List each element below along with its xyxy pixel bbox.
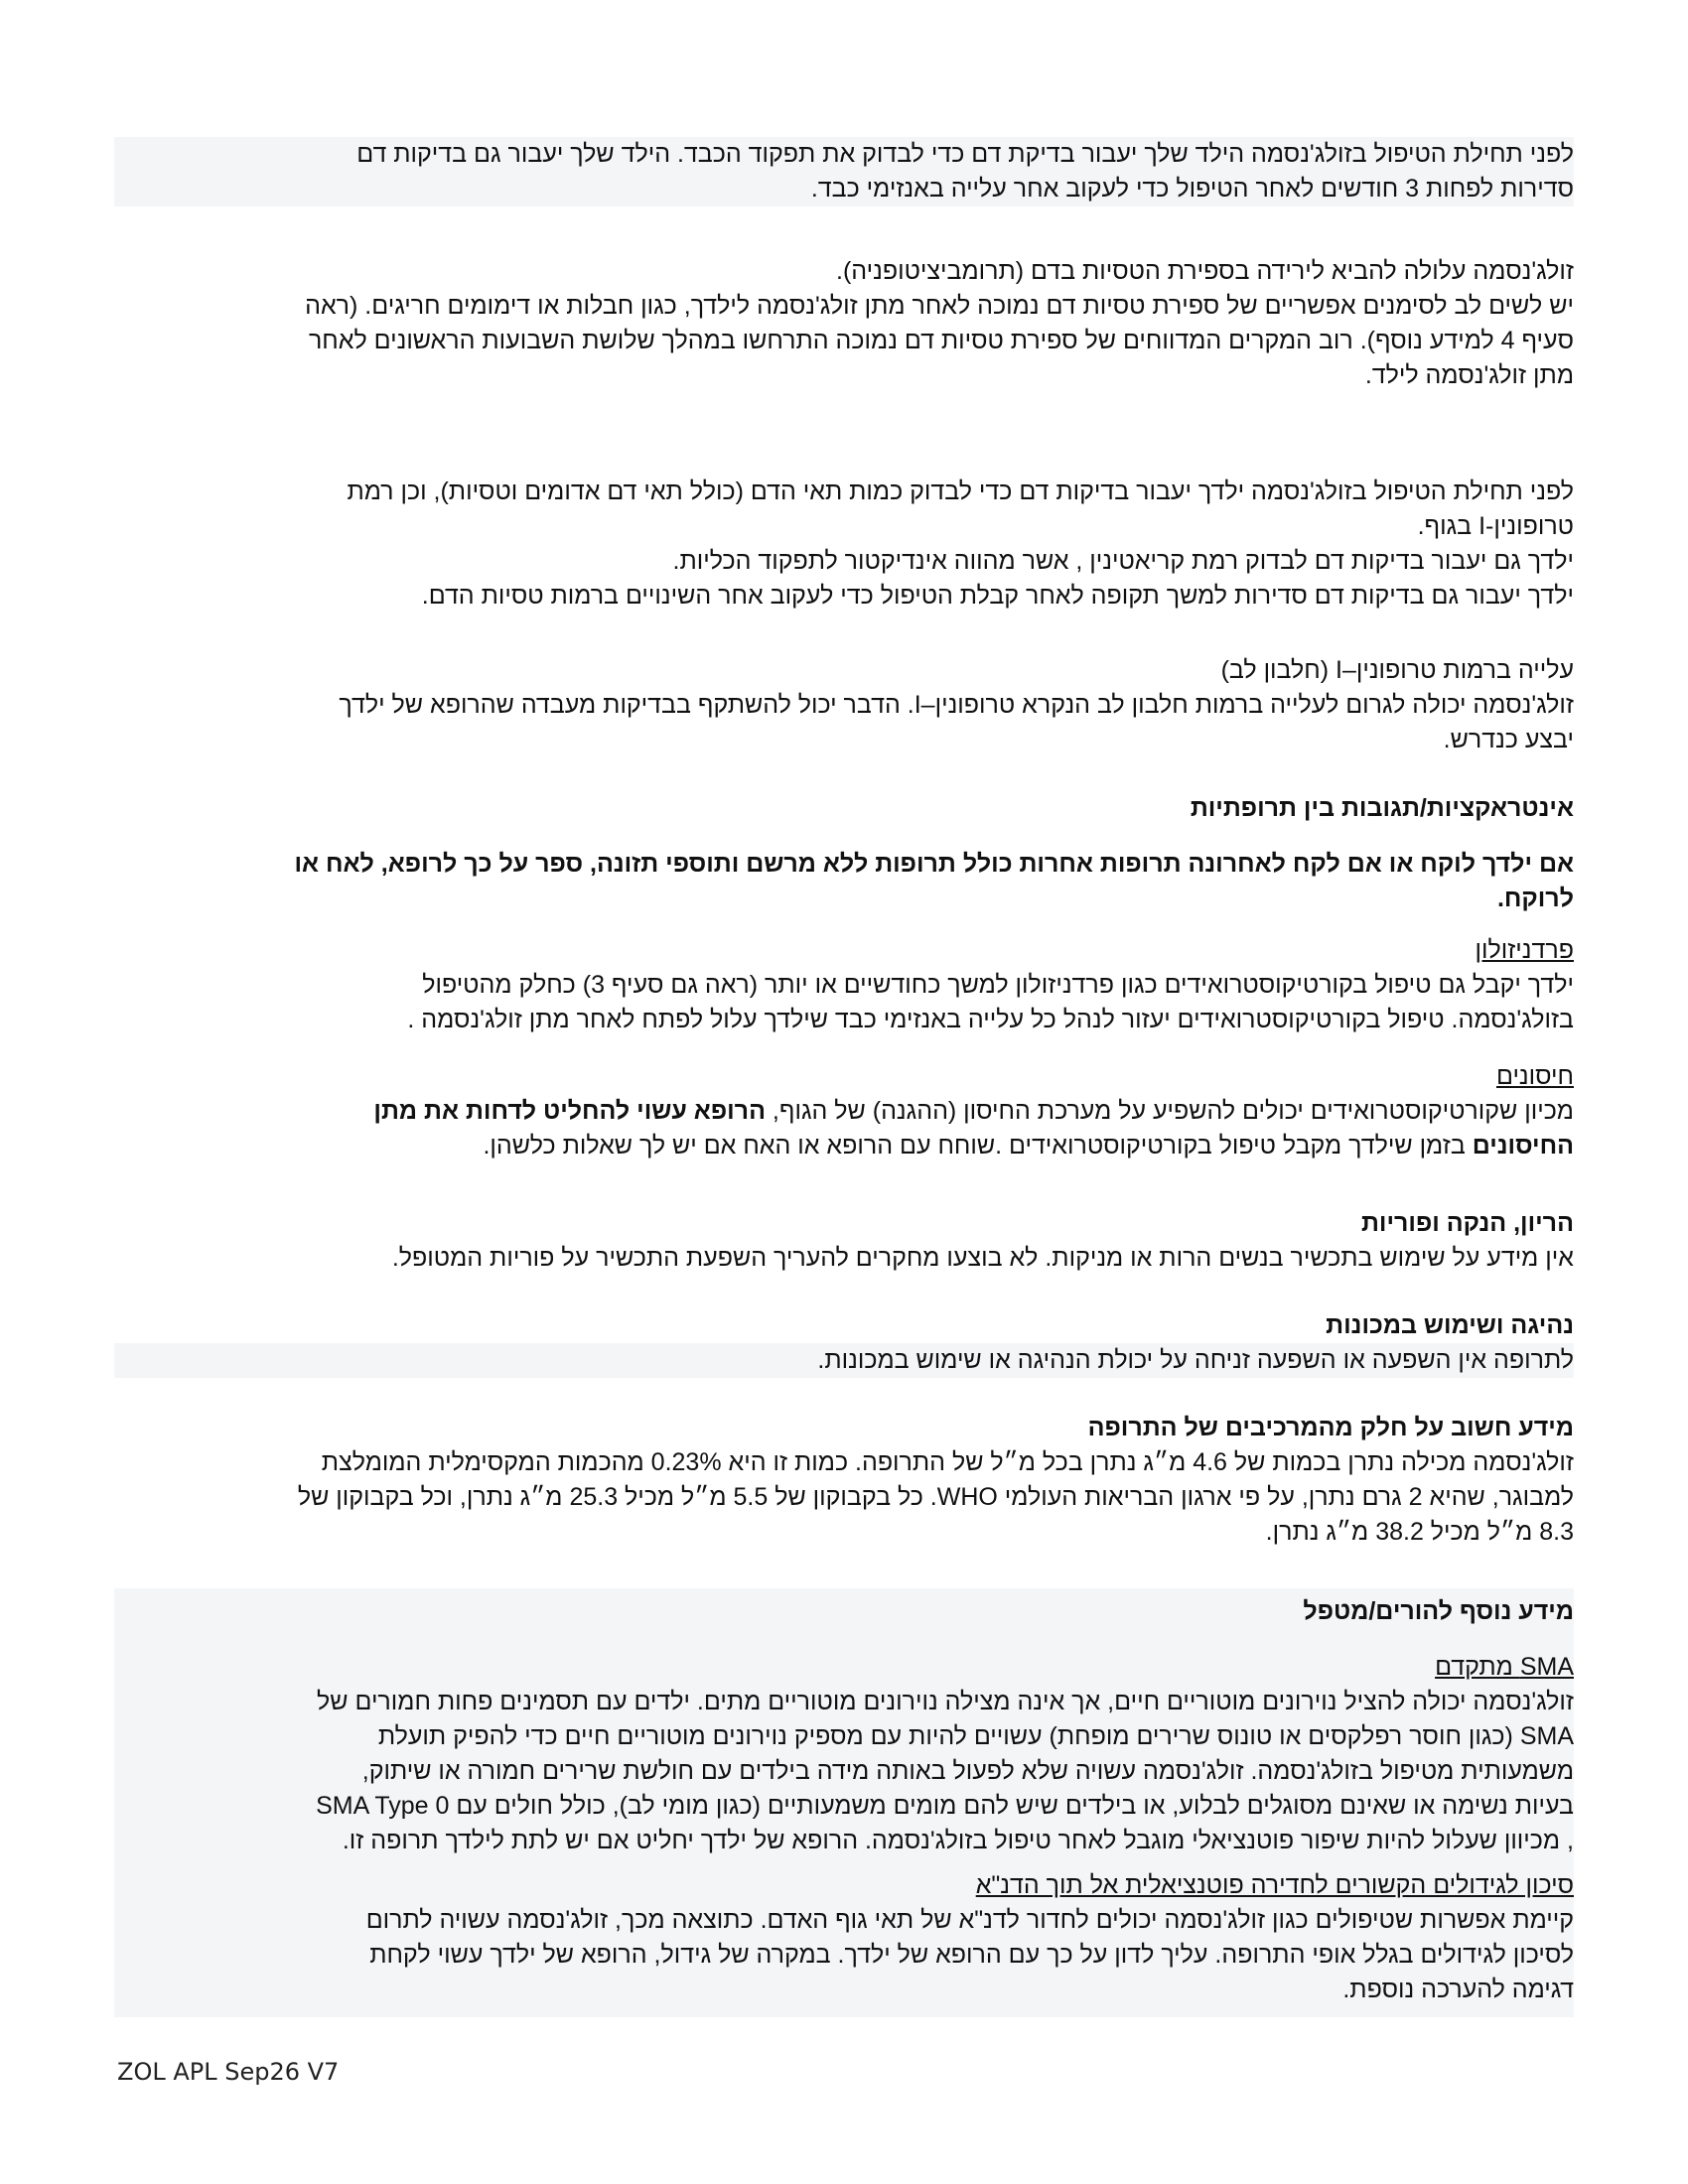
text-line: בעיות נשימה או שאינם מסוגלים לבלוע, או בילדים שיש להם מומים משמעותיים (כגון מומי לב), כולל חולים עם SMA Type 0 [316,1792,1574,1820]
text-line: יש לשים לב לסימנים אפשריים של ספירת טסיות דם נמוכה לאחר מתן זולג'נסמה לילדך, כגון חבלות או דימומים חריגים. (ראה [305,292,1574,320]
text-line: מתן זולג'נסמה לילד. [1364,361,1574,389]
subsection-title: חיסונים [1495,1062,1574,1090]
subsection-title: סיכון לגידולים הקשורים לחדירה פוטנציאלית אל תוך הדנ"א [975,1871,1574,1899]
text-line [114,1094,1574,1129]
section-heading: אינטראקציות/תגובות בין תרופתיות [1190,794,1574,822]
text-line: זולג'נסמה יכולה לגרום לעלייה ברמות חלבון לב הנקרא טרופונין–I. הדבר יכול להשתקף בבדיקות מעבדה שהרופא של ילדך [339,691,1574,719]
section-heading: מידע חשוב על חלק מהמרכיבים של התרופה [1087,1414,1574,1441]
platelets-paragraph [114,254,1574,393]
text-line [114,1129,1574,1163]
troponin-paragraph [114,653,1574,757]
prednisolone-section [114,933,1574,1037]
interactions-heading [114,791,1574,826]
subsection-title: פרדניזולון [1475,936,1574,964]
text-line: טרופונין-I בגוף. [1417,512,1574,540]
text-run: מכיון שקורטיקוסטרואידים יכולים להשפיע על מערכת החיסון (ההגנה) של הגוף, [765,1097,1574,1125]
ingredients-section [114,1411,1574,1550]
text-line: אין מידע על שימוש בתכשיר בנשים הרות או מניקות. לא בוצעו מחקרים להעריך השפעת התכשיר על פוריות המטופל. [391,1244,1574,1272]
section-heading: הריון, הנקה ופוריות [1360,1209,1574,1237]
text-line: קיימת אפשרות שטיפולים כגון זולג'נסמה יכולים לחדור לדנ"א של תאי גוף האדם. כתוצאה מכך, זולג'נסמה עשויה לתרום [365,1906,1574,1934]
text-line: ילדך גם יעבור בדיקות דם לבדוק רמת קריאטינין , אשר מהווה אינדיקטור לתפקוד הכליות. [672,547,1574,575]
liver-tests-paragraph [114,137,1574,206]
text-line: סדירות לפחות 3 חודשים לאחר הטיפול כדי לעקוב אחר עלייה באנזימי כבד. [810,175,1574,203]
section-heading: מידע נוסף להורים/מטפל [1303,1597,1574,1625]
text-line: סעיף 4 למידע נוסף). רוב המקרים המדווחים של ספירת טסיות דם נמוכה התרחשו במהלך שלושת השבועות הראשונים לאחר [308,327,1574,354]
text-line: לתרופה אין השפעה או השפעה זניחה על יכולת הנהיגה או שימוש במכונות. [114,1343,1574,1378]
text-line: 8.3 מ״ל מכיל 38.2 מ״ג נתרן. [1265,1518,1574,1546]
text-line: למבוגר, שהיא 2 גרם נתרן, על פי ארגון הבריאות העולמי WHO. כל בקבוקון של 5.5 מ״ל מכיל 25.3 מ״ג נתרן, וכל בקבוקון של [297,1483,1574,1511]
text-line: עלייה ברמות טרופונין–I (חלבון לב) [1220,656,1574,684]
blood-tests-paragraph [114,475,1574,614]
text-line: בזולג'נסמה. טיפול בקורטיקוסטרואידים יעזור לנהל כל עלייה באנזימי כבד שילדך עלול לפתח לאחר מתן זולג'נסמה . [407,1006,1574,1033]
text-line: יבצע כנדרש. [1443,726,1574,753]
driving-section [114,1308,1574,1378]
parents-info-section [114,1588,1574,2017]
text-line: אם ילדך לוקח או אם לקח לאחרונה תרופות אחרות כולל תרופות ללא מרשם ותוספי תזונה, ספר על כך לרופא, לאח או [294,850,1574,878]
text-line: משמעותית מטיפול בזולג'נסמה. זולג'נסמה עשויה שלא לפעול באותה מידה בילדים עם חולשת שרירים חמורה או שיתוק, [361,1757,1574,1785]
text-run-bold: הרופא עשוי להחליט לדחות את מתן [373,1097,766,1125]
text-line: לפני תחילת הטיפול בזולג'נסמה הילד שלך יעבור בדיקת דם כדי לבדוק את תפקוד הכבד. הילד שלך יעבור גם בדיקות דם [356,140,1574,168]
text-line: ילדך יעבור גם בדיקות דם סדירות למשך תקופה לאחר קבלת הטיפול כדי לעקוב אחר השינויים ברמות טסיות הדם. [421,582,1574,610]
text-line: לפני תחילת הטיפול בזולג'נסמה ילדך יעבור בדיקות דם כדי לבדוק כמות תאי הדם (כולל תאי דם אדומים וטסיות), וכן רמת [347,478,1574,505]
text-line: זולג'נסמה יכולה להציל נוירונים מוטוריים חיים, אך אינה מצילה נוירונים מוטוריים מתים. ילדים עם תסמינים פחות חמורים של [317,1688,1574,1715]
text-line: זולג'נסמה מכילה נתרן בכמות של 4.6 מ״ג נתרן בכל מ״ל של התרופה. כמות זו היא 0.23% מהכמות המקסימלית המומלצת [321,1448,1574,1476]
text-line: , מכיוון שעלול להיות שיפור פוטנציאלי מוגבל לאחר טיפול בזולג'נסמה. הרופא של ילדך יחליט אם יש לתת לילדך תרופה זו. [342,1827,1574,1854]
text-run-bold: החיסונים [1472,1132,1574,1160]
document-footer: ZOL APL Sep26 V7 [117,2058,340,2086]
text-line: ילדך יקבל גם טיפול בקורטיקוסטרואידים כגון פרדניזולון למשך כחודשיים או יותר (ראה גם סעיף 3) כחלק מהטיפול [422,971,1574,999]
text-line: לרוקח. [1496,885,1574,912]
text-line: SMA (כגון חוסר רפלקסים או טונוס שרירים מופחת) עשויים להיות עם מספיק נוירונים מוטוריים חיים כדי להפיק תועלת [377,1722,1574,1750]
section-heading: נהיגה ושימוש במכונות [1326,1311,1574,1339]
text-run: בזמן שילדך מקבל טיפול בקורטיקוסטרואידים .שוחח עם הרופא או האח אם יש לך שאלות כלשהן. [483,1132,1473,1160]
interactions-warning [114,847,1574,916]
pregnancy-section [114,1206,1574,1276]
text-line: דגימה להערכה נוספת. [1342,1976,1574,2003]
vaccines-section [114,1059,1574,1163]
subsection-title: SMA מתקדם [1435,1653,1574,1681]
text-line: זולג'נסמה עלולה להביא לירידה בספירת הטסיות בדם (תרומביציטופניה). [836,257,1574,285]
text-line: לסיכון לגידולים בגלל אופי התרופה. עליך לדון על כך עם הרופא של ילדך. במקרה של גידול, הרופא של ילדך עשוי לקחת [369,1941,1574,1969]
